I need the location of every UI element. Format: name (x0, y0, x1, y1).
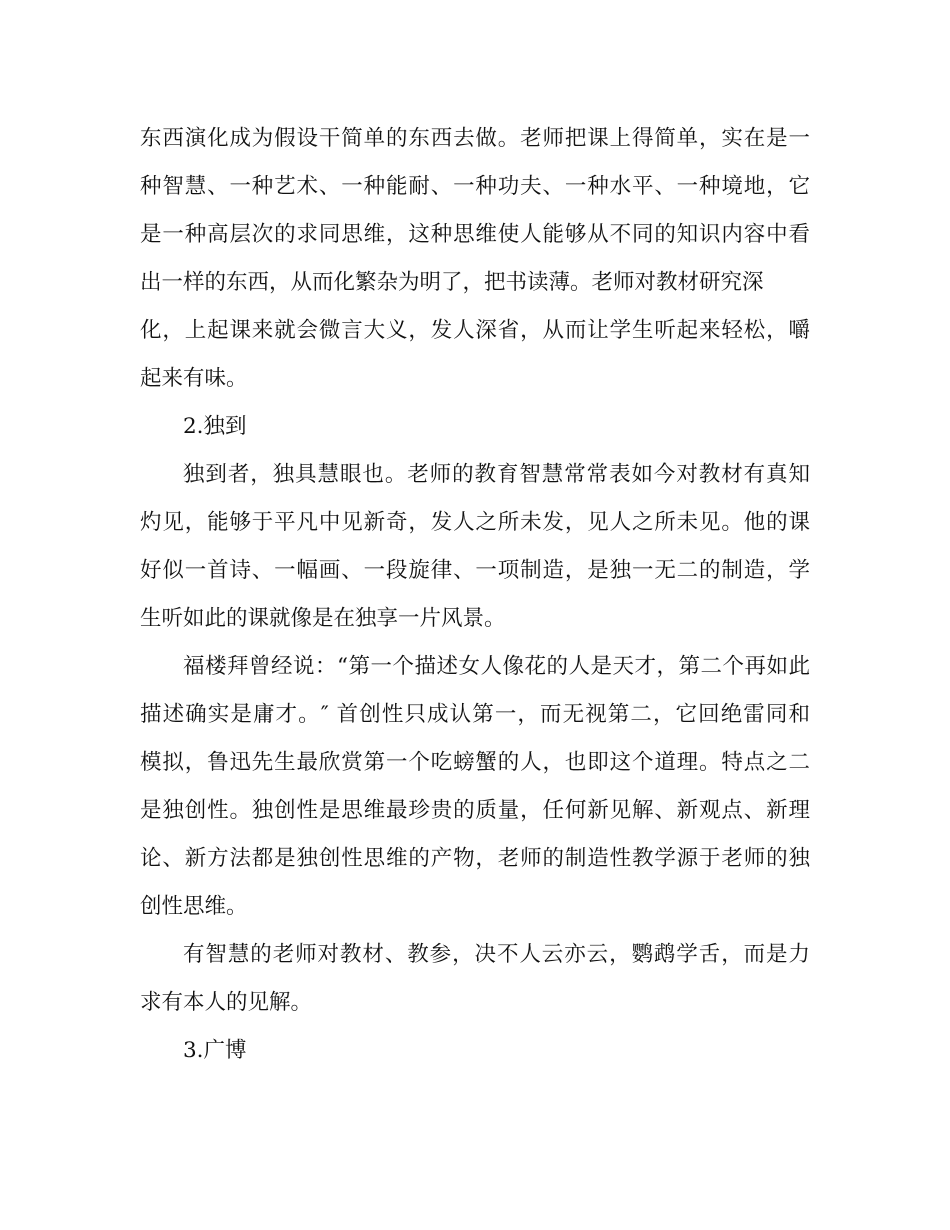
paragraph-wise-teacher (140, 931, 810, 1027)
paragraph-line: 求有本人的见解。 (140, 990, 313, 1015)
paragraph-line: 有智慧的老师对教材、教参，决不人云亦云，鹦鹉学舌，而是力 (183, 942, 810, 967)
paragraph-line: 描述确实是庸才。″ 首创性只成认第一，而无视第二，它回绝雷同和 (140, 702, 810, 727)
paragraph-line: 东西演化成为假设干简单的东西去做。老师把课上得简单，实在是一 (140, 126, 810, 151)
paragraph-line: 是一种高层次的求同思维，这种思维使人能够从不同的知识内容中看 (140, 222, 810, 247)
section-heading-unique (140, 403, 810, 451)
section-heading-broad (140, 1027, 810, 1075)
paragraph-line: 种智慧、一种艺术、一种能耐、一种功夫、一种水平、一种境地，它 (140, 174, 810, 199)
paragraph-flaubert-quote (140, 643, 810, 931)
paragraph-line: 独到者，独具慧眼也。老师的教育智慧常常表如今对教材有真知 (183, 462, 810, 487)
paragraph-line: 灼见，能够于平凡中见新奇，发人之所未发，见人之所未见。他的课 (140, 510, 810, 535)
section-heading: 3.广博 (183, 1038, 247, 1063)
paragraph-line: 创性思维。 (140, 894, 248, 919)
paragraph-simplicity-continued (140, 115, 810, 403)
paragraph-line: 生听如此的课就像是在独享一片风景。 (140, 606, 506, 631)
paragraph-line: 起来有味。 (140, 366, 248, 391)
paragraph-line: 论、新方法都是独创性思维的产物，老师的制造性教学源于老师的独 (140, 846, 810, 871)
paragraph-line: 福楼拜曾经说：“第一个描述女人像花的人是天才，第二个再如此 (183, 654, 810, 679)
section-heading: 2.独到 (183, 414, 247, 439)
paragraph-unique-insight (140, 451, 810, 643)
paragraph-line: 是独创性。独创性是思维最珍贵的质量，任何新见解、新观点、新理 (140, 798, 810, 823)
document-body (140, 115, 810, 1075)
paragraph-line: 出一样的东西，从而化繁杂为明了，把书读薄。老师对教材研究深 (140, 270, 764, 295)
paragraph-line: 模拟，鲁迅先生最欣赏第一个吃螃蟹的人，也即这个道理。特点之二 (140, 750, 810, 775)
paragraph-line: 好似一首诗、一幅画、一段旋律、一项制造，是独一无二的制造，学 (140, 558, 810, 583)
paragraph-line: 化，上起课来就会微言大义，发人深省，从而让学生听起来轻松，嚼 (140, 318, 810, 343)
